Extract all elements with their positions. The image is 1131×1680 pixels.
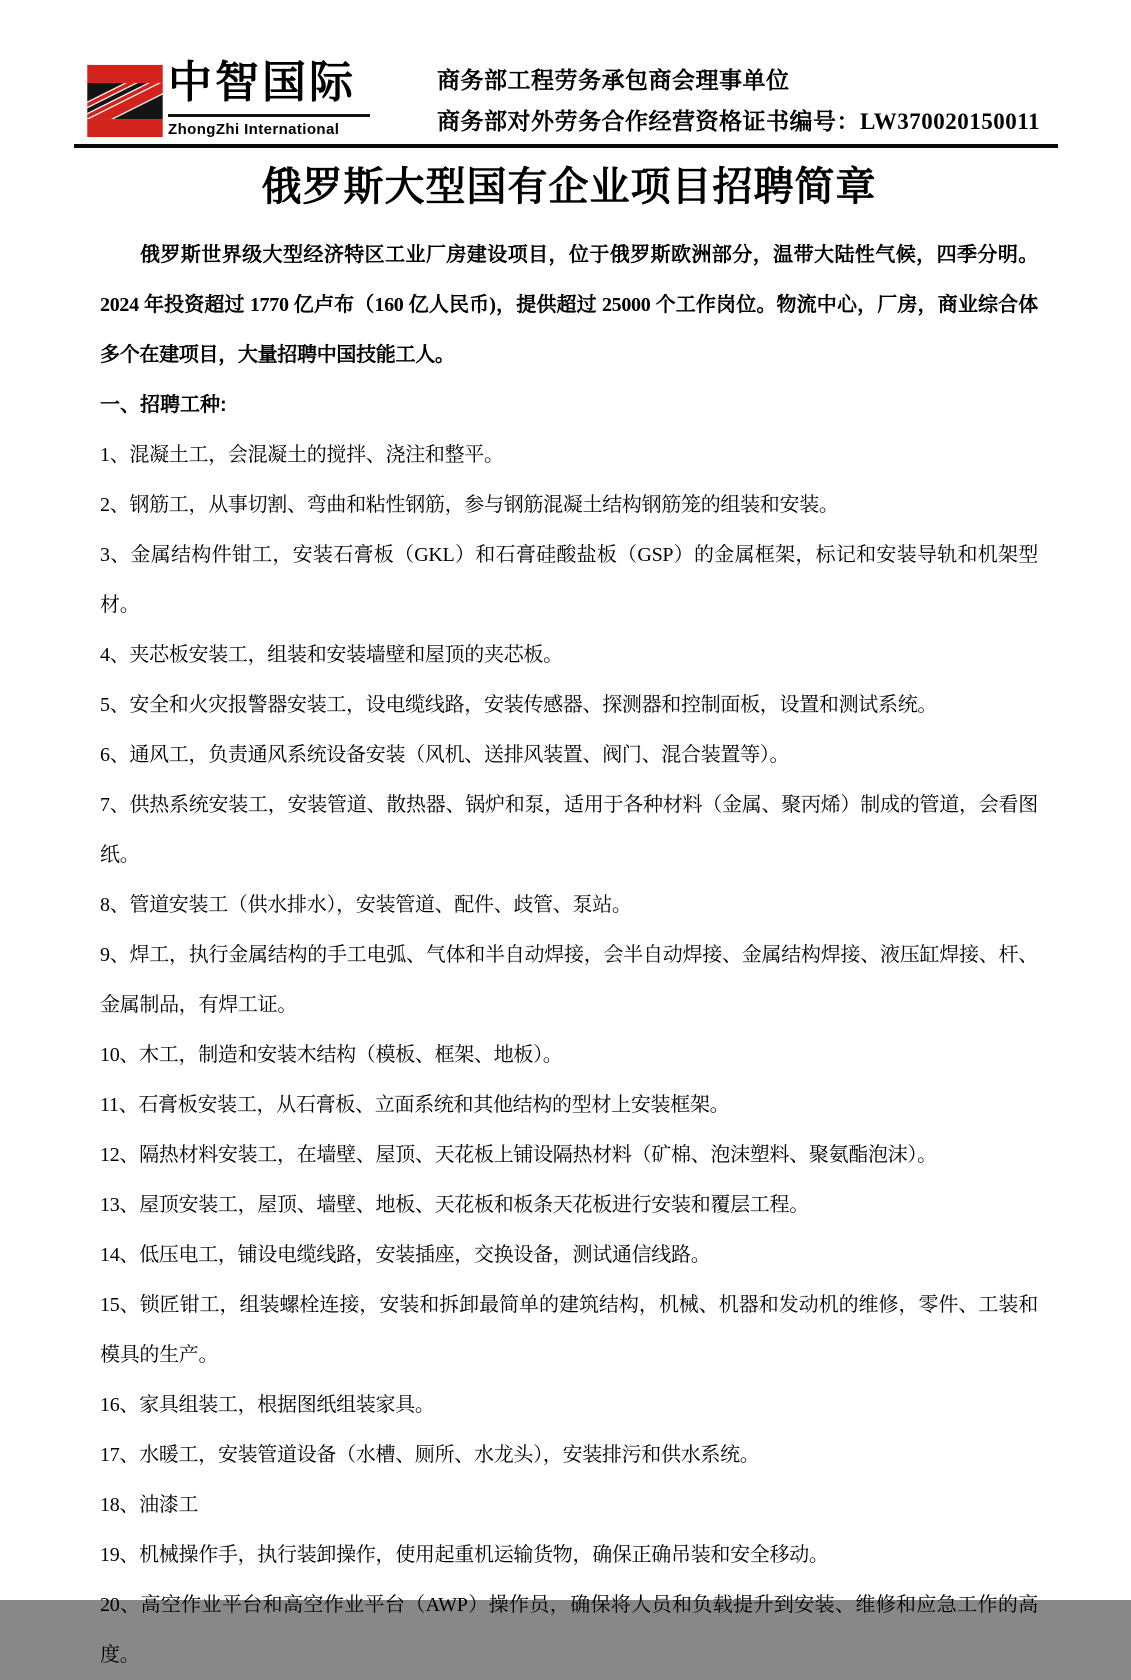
job-list-item: 4、夹芯板安装工，组装和安装墙壁和屋顶的夹芯板。	[100, 644, 563, 666]
job-list-item: 3、金属结构件钳工，安装石膏板（GKL）和石膏硅酸盐板（GSP）的金属框架，标记和安装导轨和机架型材。	[100, 544, 1038, 616]
document-body	[100, 158, 1038, 1680]
credential-line-1: 商务部工程劳务承包商会理事单位	[437, 68, 790, 93]
job-list-item: 15、锁匠钳工，组装螺栓连接，安装和拆卸最简单的建筑结构，机械、机器和发动机的维修，零件、工装和模具的生产。	[100, 1294, 1038, 1366]
brand-name-en: ZhongZhi International	[168, 121, 340, 138]
job-list-item: 7、供热系统安装工，安装管道、散热器、锅炉和泵，适用于各种材料（金属、聚丙烯）制成的管道，会看图纸。	[100, 794, 1038, 866]
job-list-item: 17、水暖工，安装管道设备（水槽、厕所、水龙头），安装排污和供水系统。	[100, 1444, 760, 1466]
job-list-item: 1、混凝土工，会混凝土的搅拌、浇注和整平。	[100, 444, 504, 466]
brand-block	[168, 56, 378, 138]
intro-paragraph: 俄罗斯世界级大型经济特区工业厂房建设项目，位于俄罗斯欧洲部分，温带大陆性气候，四季分明。2024 年投资超过 1770 亿卢布（160 亿人民币)，提供超过 25000 个工作岗位。物流中心，厂房，商业综合体多个在建项目，大量招聘中国技能工人。	[100, 244, 1038, 366]
brand-underline	[168, 114, 370, 117]
job-list-item: 19、机械操作手，执行装卸操作，使用起重机运输货物，确保正确吊装和安全移动。	[100, 1544, 829, 1566]
job-list-item: 9、焊工，执行金属结构的手工电弧、气体和半自动焊接，会半自动焊接、金属结构焊接、液压缸焊接、杆、金属制品，有焊工证。	[100, 944, 1038, 1016]
job-list-item: 8、管道安装工（供水排水），安装管道、配件、歧管、泵站。	[100, 894, 632, 916]
job-list-item: 2、钢筋工，从事切割、弯曲和粘性钢筋，参与钢筋混凝土结构钢筋笼的组装和安装。	[100, 494, 839, 516]
job-list-item: 20、高空作业平台和高空作业平台（AWP）操作员，确保将人员和负载提升到安装、维修和应急工作的高度。	[100, 1594, 1038, 1666]
job-list-item: 16、家具组装工，根据图纸组装家具。	[100, 1394, 435, 1416]
job-list-item: 5、安全和火灾报警器安装工，设电缆线路，安装传感器、探测器和控制面板，设置和测试系统。	[100, 694, 938, 716]
section-heading-job-types: 一、招聘工种:	[100, 394, 227, 416]
header-divider	[74, 144, 1058, 148]
credential-lines	[437, 60, 1040, 142]
job-list-item: 18、油漆工	[100, 1494, 199, 1516]
job-list-item: 13、屋顶安装工，屋顶、墙壁、地板、天花板和板条天花板进行安装和覆层工程。	[100, 1194, 809, 1216]
job-list-item: 14、低压电工，铺设电缆线路，安装插座，交换设备，测试通信线路。	[100, 1244, 711, 1266]
document-title: 俄罗斯大型国有企业项目招聘简章	[261, 164, 877, 209]
document-content	[100, 230, 1038, 1680]
job-list-item: 6、通风工，负责通风系统设备安装（风机、送排风装置、阀门、混合装置等）。	[100, 744, 790, 766]
job-list	[100, 430, 1038, 1680]
credential-line-2: 商务部对外劳务合作经营资格证书编号：LW370020150011	[437, 109, 1040, 134]
job-list-item: 12、隔热材料安装工，在墙壁、屋顶、天花板上铺设隔热材料（矿棉、泡沫塑料、聚氨酯泡沫）。	[100, 1144, 937, 1166]
company-logo-z-icon	[83, 60, 167, 142]
brand-name-cn: 中智国际	[168, 58, 356, 107]
job-list-item: 11、石膏板安装工，从石膏板、立面系统和其他结构的型材上安装框架。	[100, 1094, 730, 1116]
job-list-item: 10、木工，制造和安装木结构（模板、框架、地板）。	[100, 1044, 563, 1066]
